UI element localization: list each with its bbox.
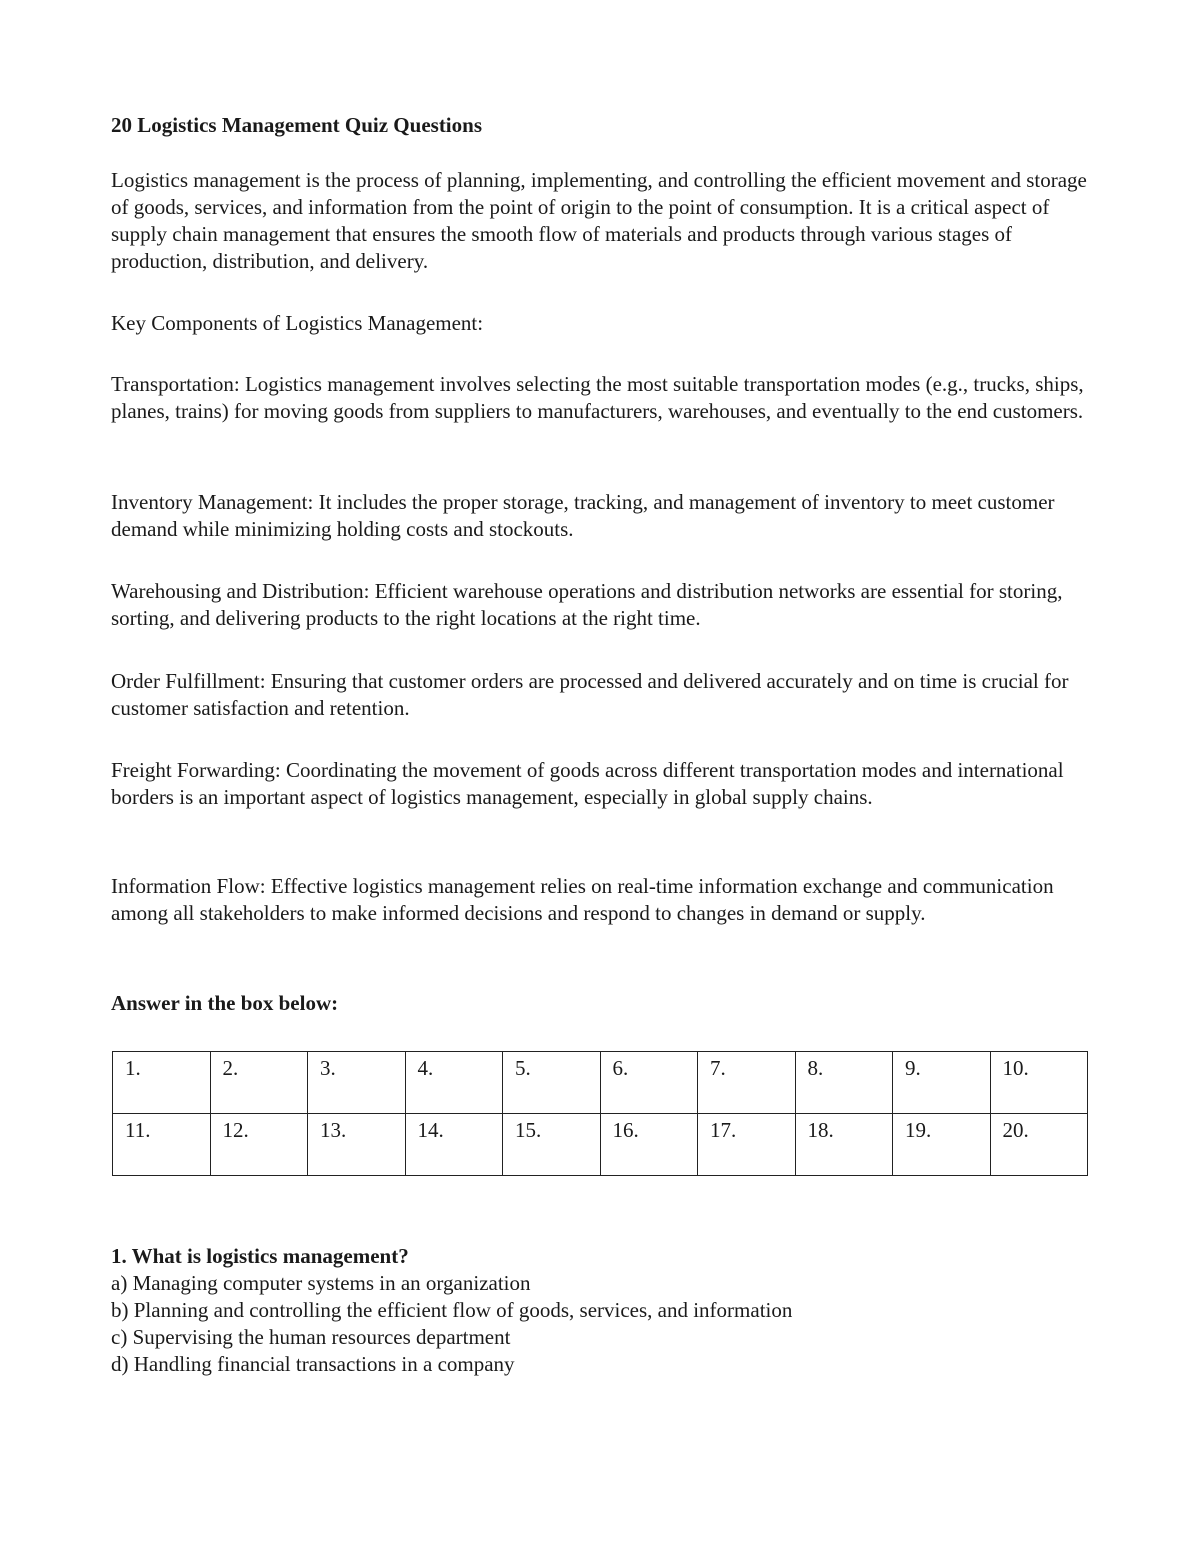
answer-cell[interactable]: 8. (795, 1052, 893, 1114)
answer-cell[interactable]: 14. (405, 1114, 503, 1176)
component-transportation: Transportation: Logistics management involves selecting the most suitable transportation modes (e.g., trucks, ships, planes, trains) for moving goods from suppliers to manufacturers, warehouses, and eventually to the end customers. (111, 372, 1084, 423)
document-title: 20 Logistics Management Quiz Questions (111, 113, 482, 137)
answer-cell[interactable]: 4. (405, 1052, 503, 1114)
answer-row (113, 1052, 1088, 1114)
intro-paragraph: Logistics management is the process of planning, implementing, and controlling the efficient movement and storage of goods, services, and information from the point of origin to the point of consumption. It is a critical aspect of supply chain management that ensures the smooth flow of materials and products through various stages of production, distribution, and delivery. (111, 168, 1087, 273)
component-order-fulfillment: Order Fulfillment: Ensuring that customer orders are processed and delivered accurately and on time is crucial for customer satisfaction and retention. (111, 669, 1069, 720)
question-1-option-c: c) Supervising the human resources department (111, 1325, 511, 1349)
answer-cell[interactable]: 5. (503, 1052, 601, 1114)
answer-cell[interactable]: 20. (990, 1114, 1088, 1176)
components-heading: Key Components of Logistics Management: (111, 311, 484, 335)
answer-cell[interactable]: 19. (893, 1114, 991, 1176)
answer-cell[interactable]: 17. (698, 1114, 796, 1176)
answer-cell[interactable]: 15. (503, 1114, 601, 1176)
answer-cell[interactable]: 6. (600, 1052, 698, 1114)
answer-table (112, 1051, 1088, 1176)
answer-cell[interactable]: 7. (698, 1052, 796, 1114)
answer-cell[interactable]: 10. (990, 1052, 1088, 1114)
answer-cell[interactable]: 9. (893, 1052, 991, 1114)
component-freight-forwarding: Freight Forwarding: Coordinating the movement of goods across different transportation modes and international borders is an important aspect of logistics management, especially in global supply chains. (111, 758, 1064, 809)
answer-cell[interactable]: 18. (795, 1114, 893, 1176)
question-1-option-d: d) Handling financial transactions in a company (111, 1352, 515, 1376)
question-1-option-b: b) Planning and controlling the efficient flow of goods, services, and information (111, 1298, 793, 1322)
answer-cell[interactable]: 1. (113, 1052, 211, 1114)
answer-cell[interactable]: 13. (308, 1114, 406, 1176)
question-1-option-a: a) Managing computer systems in an organization (111, 1271, 531, 1295)
component-information-flow: Information Flow: Effective logistics management relies on real-time information exchange and communication among all stakeholders to make informed decisions and respond to changes in demand or supply. (111, 874, 1054, 925)
answer-cell[interactable]: 3. (308, 1052, 406, 1114)
component-inventory: Inventory Management: It includes the proper storage, tracking, and management of inventory to meet customer demand while minimizing holding costs and stockouts. (111, 490, 1055, 541)
answer-cell[interactable]: 11. (113, 1114, 211, 1176)
answer-heading: Answer in the box below: (111, 991, 339, 1015)
answer-cell[interactable]: 2. (210, 1052, 308, 1114)
question-1 (111, 1243, 1101, 1378)
question-1-text: 1. What is logistics management? (111, 1244, 409, 1268)
answer-cell[interactable]: 16. (600, 1114, 698, 1176)
answer-cell[interactable]: 12. (210, 1114, 308, 1176)
component-warehousing: Warehousing and Distribution: Efficient warehouse operations and distribution networks are essential for storing, sorting, and delivering products to the right locations at the right time. (111, 579, 1063, 630)
answer-row (113, 1114, 1088, 1176)
